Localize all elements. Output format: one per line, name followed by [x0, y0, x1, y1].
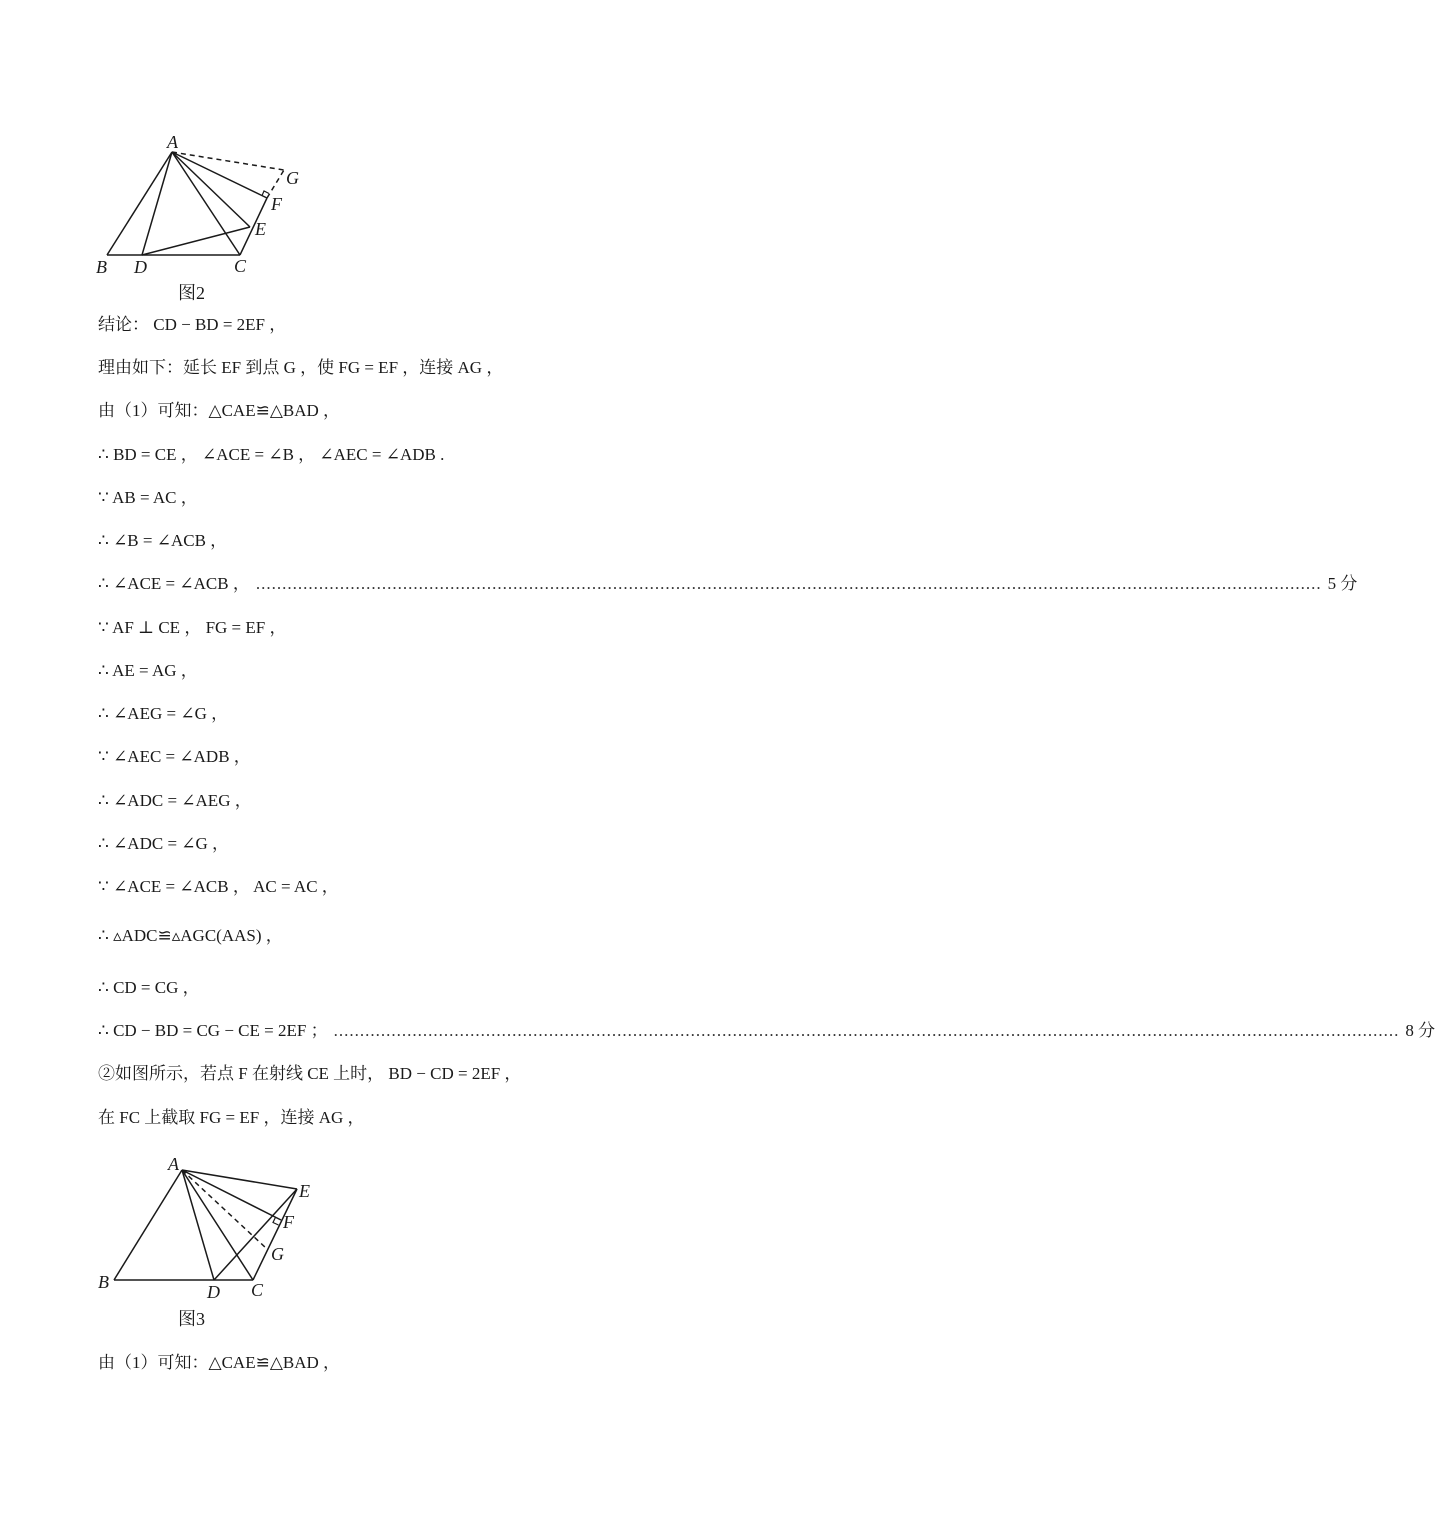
- scored-line: [98, 570, 1358, 598]
- figure-2: [90, 130, 330, 280]
- label-E: E: [255, 219, 266, 239]
- segment-AC: [172, 152, 240, 255]
- label-C: C: [251, 1280, 264, 1300]
- text-line: 在 FC 上截取 FG = EF ，连接 AG ，: [98, 1108, 365, 1127]
- segment-AB: [107, 152, 172, 255]
- text-line: ∴ ∠B = ∠ACB ，: [98, 531, 228, 550]
- label-G: G: [271, 1244, 284, 1264]
- text-line: 理由如下：延长 EF 到点 G ，使 FG = EF ，连接 AG ，: [98, 358, 504, 377]
- text-line: ∴ ▵ADC≌▵AGC(AAS) ，: [98, 926, 283, 945]
- score-label: 8 分: [1405, 1021, 1435, 1040]
- label-F: F: [283, 1212, 294, 1232]
- score-label: 5 分: [1327, 574, 1358, 593]
- label-D: D: [207, 1282, 220, 1302]
- text-line: 由（1）可知：△CAE≌△BAD ，: [98, 401, 341, 420]
- figure-2-caption: 图2: [178, 283, 205, 303]
- label-G: G: [286, 168, 299, 188]
- right-angle-mark: [262, 191, 269, 196]
- label-A: A: [167, 132, 178, 152]
- figure-3: [90, 1150, 340, 1300]
- segment-AC: [182, 1170, 253, 1280]
- text-line: ∴ ∠AEG = ∠G ，: [98, 704, 229, 723]
- label-A: A: [168, 1154, 179, 1174]
- scored-line-text: ∴ ∠ACE = ∠ACB ，: [98, 574, 250, 593]
- figure-2-diagram: [90, 130, 330, 280]
- label-F: F: [271, 194, 282, 214]
- scored-line: [98, 1017, 1435, 1045]
- segment-DE: [214, 1189, 297, 1280]
- text-line: ∵ AF ⊥ CE ， FG = EF ，: [98, 618, 287, 637]
- text-line: ∴ ∠ADC = ∠AEG ，: [98, 791, 252, 810]
- segment-DE: [142, 227, 250, 255]
- figure-3-diagram: [90, 1150, 340, 1300]
- text-line: ∵ ∠ACE = ∠ACB ， AC = AC ，: [98, 877, 339, 896]
- segment-CE: [253, 1189, 297, 1280]
- text-line: ∵ AB = AC ，: [98, 488, 198, 507]
- text-line: ∴ BD = CE ， ∠ACE = ∠B ， ∠AEC = ∠ADB .: [98, 445, 445, 464]
- label-B: B: [96, 257, 107, 277]
- label-B: B: [98, 1272, 109, 1292]
- segment-AD: [142, 152, 172, 255]
- scored-line-text: ∴ CD − BD = CG − CE = 2EF ；: [98, 1021, 328, 1040]
- segment-AD: [182, 1170, 214, 1280]
- leader-dots: ...........................................................................................................................................................................................................: [255, 574, 1322, 593]
- label-C: C: [234, 256, 247, 276]
- text-line: ∴ AE = AG ，: [98, 661, 198, 680]
- text-line: ∵ ∠AEC = ∠ADB ，: [98, 747, 251, 766]
- segment-AB: [114, 1170, 182, 1280]
- text-line: 结论： CD − BD = 2EF ，: [98, 315, 287, 334]
- text-line: 由（1）可知：△CAE≌△BAD ，: [98, 1353, 341, 1372]
- label-E: E: [299, 1181, 310, 1201]
- text-line: ∴ CD = CG ，: [98, 978, 200, 997]
- text-line: ②如图所示，若点 F 在射线 CE 上时， BD − CD = 2EF ，: [98, 1064, 522, 1083]
- figure-3-caption: 图3: [178, 1309, 205, 1329]
- label-D: D: [134, 257, 147, 277]
- leader-dots: ...........................................................................................................................................................................................................: [333, 1021, 1400, 1040]
- text-line: ∴ ∠ADC = ∠G ，: [98, 834, 230, 853]
